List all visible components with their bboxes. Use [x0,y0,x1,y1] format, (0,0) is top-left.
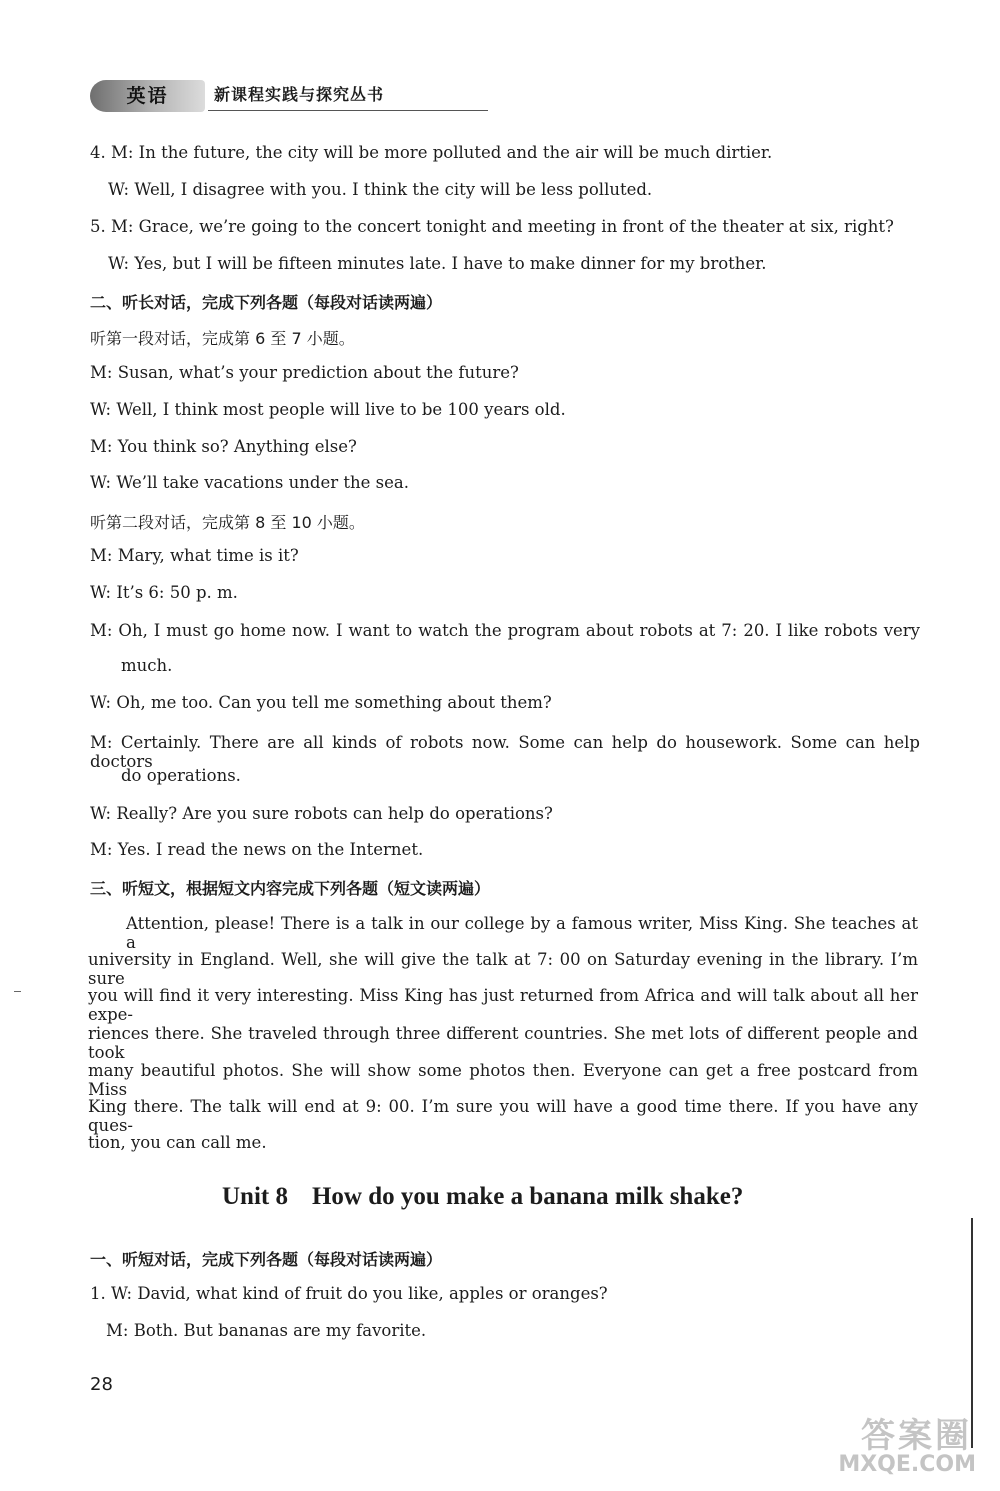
dialogue-line: W: It’s 6: 50 p. m. [90,583,238,602]
dialogue-line: M: Susan, what’s your prediction about the future? [90,363,519,382]
section-heading: 一、听短对话，完成下列各题（每段对话读两遍） [90,1250,443,1269]
unit-heading: How do you make a banana milk shake? [311,1183,744,1210]
dialogue-line: M: Certainly. There are all kinds of robots now. Some can help do housework. Some can help doctors [90,733,920,771]
dialogue-line: W: Well, I disagree with you. I think the city will be less polluted. [108,180,653,199]
page-number: 28 [90,1374,113,1395]
dialogue-line: M: Mary, what time is it? [90,546,299,565]
section-heading: 三、听短文，根据短文内容完成下列各题（短文读两遍） [90,879,491,898]
dialogue-line: W: Oh, me too. Can you tell me something about them? [90,693,552,712]
dialogue-line: W: Really? Are you sure robots can help do operations? [90,804,553,823]
passage-line: university in England. Well, she will give the talk at 7: 00 on Saturday evening in the library. I’m sure [88,950,918,988]
page-header [90,80,490,114]
watermark-logo: 答案圈 [861,1416,972,1456]
passage-line: Attention, please! There is a talk in our college by a famous writer, Miss King. She teaches at a [126,914,918,952]
dialogue-line: W: We’ll take vacations under the sea. [90,473,409,492]
dialogue-line: 5. M: Grace, we’re going to the concert tonight and meeting in front of the theater at six, right? [90,217,894,236]
series-title: 新课程实践与探究丛书 [214,85,385,104]
margin-tick [14,991,21,992]
dialogue-line: W: Yes, but I will be fifteen minutes late. I have to make dinner for my brother. [108,254,767,273]
dialogue-line: much. [121,656,173,675]
dialogue-line: M: Both. But bananas are my favorite. [106,1321,427,1340]
dialogue-line: 4. M: In the future, the city will be more polluted and the air will be much dirtier. [90,143,773,162]
passage-line: riences there. She traveled through three different countries. She met lots of different people and took [88,1024,918,1062]
passage-line: King there. The talk will end at 9: 00. I’m sure you will have a good time there. If you have any ques- [88,1097,918,1135]
dialogue-line: M: Yes. I read the news on the Internet. [90,840,424,859]
passage-line: tion, you can call me. [88,1133,267,1152]
instruction-line: 听第二段对话，完成第 8 至 10 小题。 [90,513,365,532]
dialogue-line: 1. W: David, what kind of fruit do you like, apples or oranges? [90,1284,608,1303]
dialogue-line: M: Oh, I must go home now. I want to watch the program about robots at 7: 20. I like robots very [90,621,920,640]
passage-line: many beautiful photos. She will show some photos then. Everyone can get a free postcard from Miss [88,1061,918,1099]
unit-label: Unit 8 [222,1183,288,1210]
dialogue-line: do operations. [121,766,241,785]
watermark-url: MXQE.COM [838,1452,976,1477]
section-heading: 二、听长对话，完成下列各题（每段对话读两遍） [90,293,443,312]
unit-title [222,1183,743,1211]
passage-line: you will find it very interesting. Miss King has just returned from Africa and will talk about all her expe- [88,986,918,1024]
dialogue-line: M: You think so? Anything else? [90,437,357,456]
instruction-line: 听第一段对话，完成第 6 至 7 小题。 [90,329,355,348]
dialogue-line: W: Well, I think most people will live to be 100 years old. [90,400,566,419]
subject-tab: 英语 [90,80,205,112]
header-underline [208,110,488,111]
